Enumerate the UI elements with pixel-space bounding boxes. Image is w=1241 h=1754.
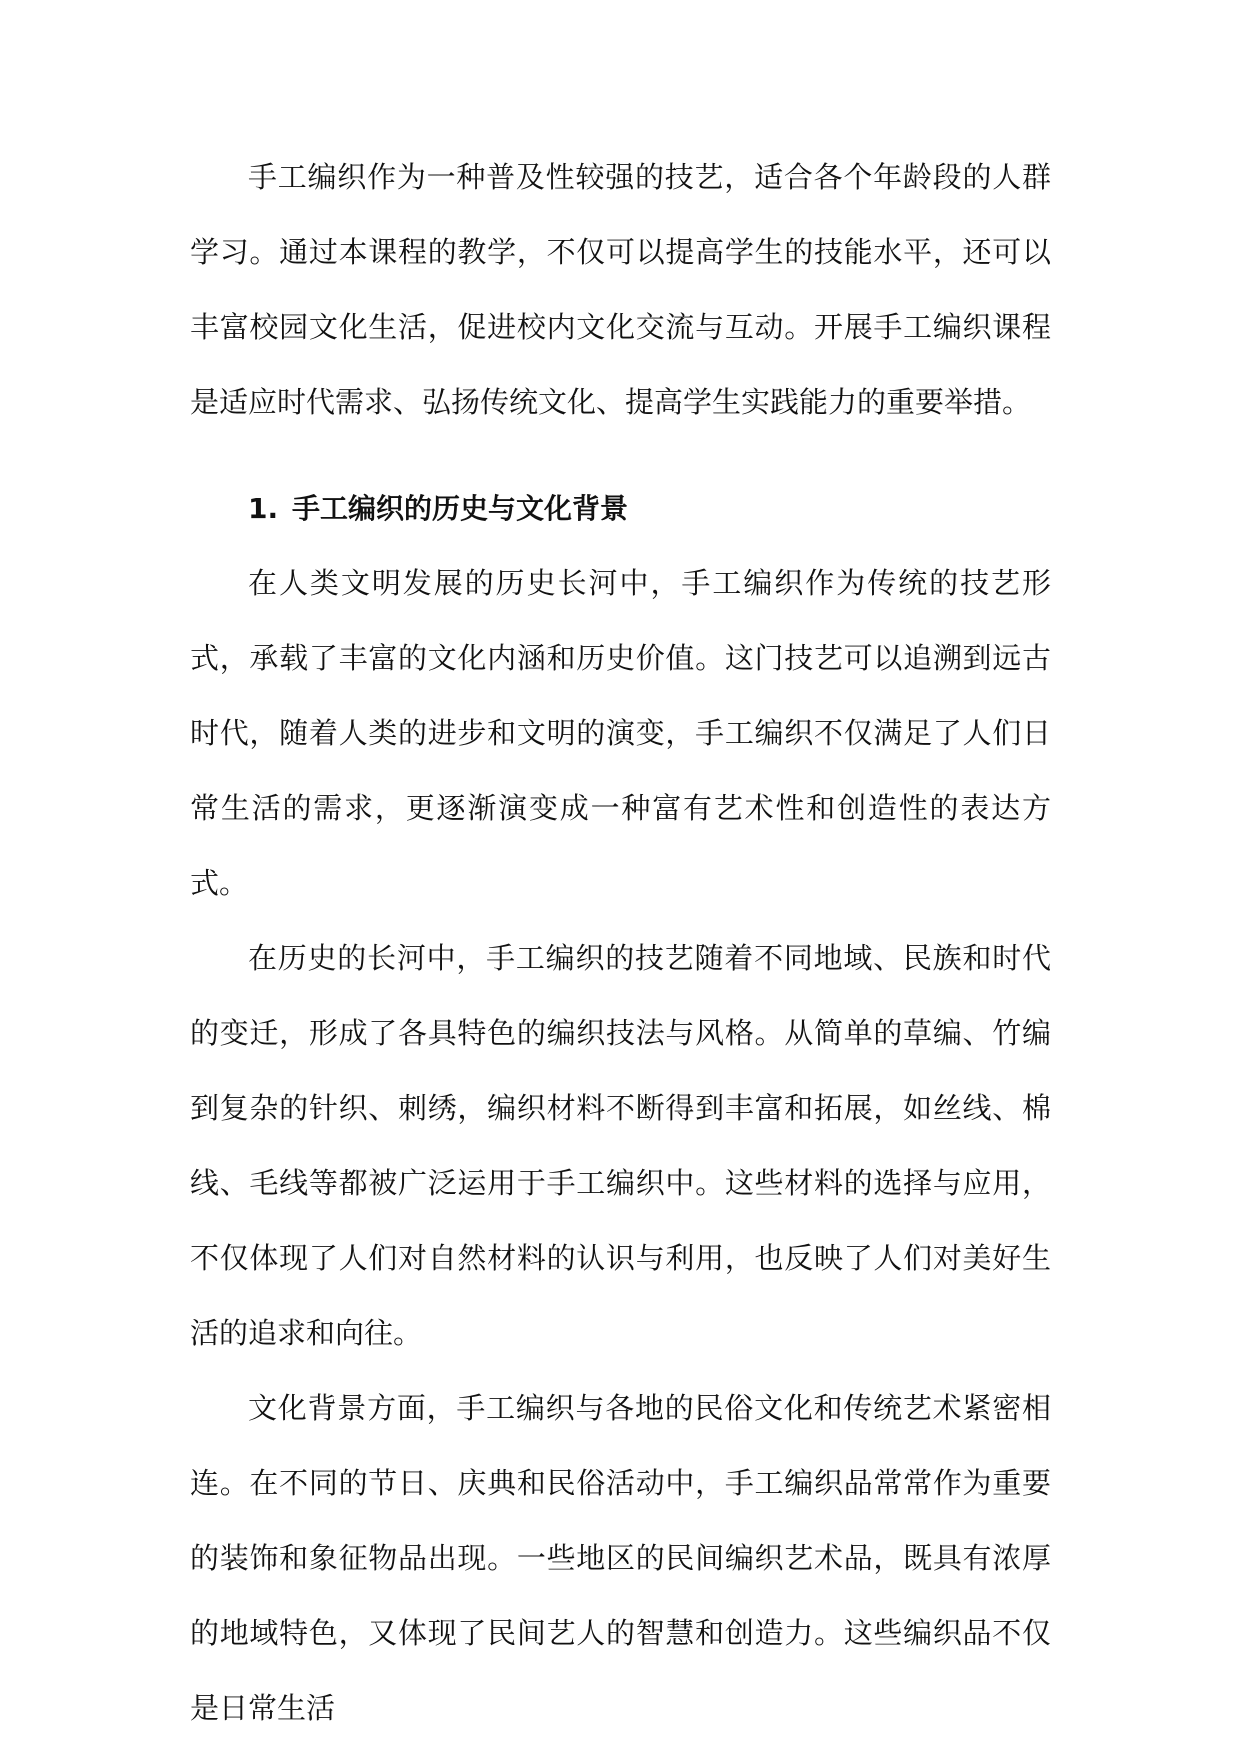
section-number: 1. <box>248 492 279 525</box>
section-paragraph-3: 文化背景方面，手工编织与各地的民俗文化和传统艺术紧密相连。在不同的节日、庆典和民俗活动中，手工编织品常常作为重要的装饰和象征物品出现。一些地区的民间编织艺术品，既具有浓厚的地域特色，又体现了民间艺人的智慧和创造力。这些编织品不仅是日常生活 <box>190 1391 1051 1725</box>
intro-paragraph: 手工编织作为一种普及性较强的技艺，适合各个年龄段的人群学习。通过本课程的教学，不仅可以提高学生的技能水平，还可以丰富校园文化生活，促进校内文化交流与互动。开展手工编织课程是适应时代需求、弘扬传统文化、提高学生实践能力的重要举措。 <box>190 160 1051 419</box>
section-title: 手工编织的历史与文化背景 <box>292 492 629 525</box>
section-paragraph-2: 在历史的长河中，手工编织的技艺随着不同地域、民族和时代的变迁，形成了各具特色的编织技法与风格。从简单的草编、竹编到复杂的针织、刺绣，编织材料不断得到丰富和拓展，如丝线、棉线、毛线等都被广泛运用于手工编织中。这些材料的选择与应用，不仅体现了人们对自然材料的认识与利用，也反映了人们对美好生活的追求和向往。 <box>190 941 1051 1350</box>
section-paragraph-1: 在人类文明发展的历史长河中，手工编织作为传统的技艺形式，承载了丰富的文化内涵和历史价值。这门技艺可以追溯到远古时代，随着人类的进步和文明的演变，手工编织不仅满足了人们日常生活的需求，更逐渐演变成一种富有艺术性和创造性的表达方式。 <box>190 566 1051 900</box>
spacer <box>190 440 1051 471</box>
document-page <box>190 140 1051 1746</box>
section-heading <box>190 471 1051 546</box>
